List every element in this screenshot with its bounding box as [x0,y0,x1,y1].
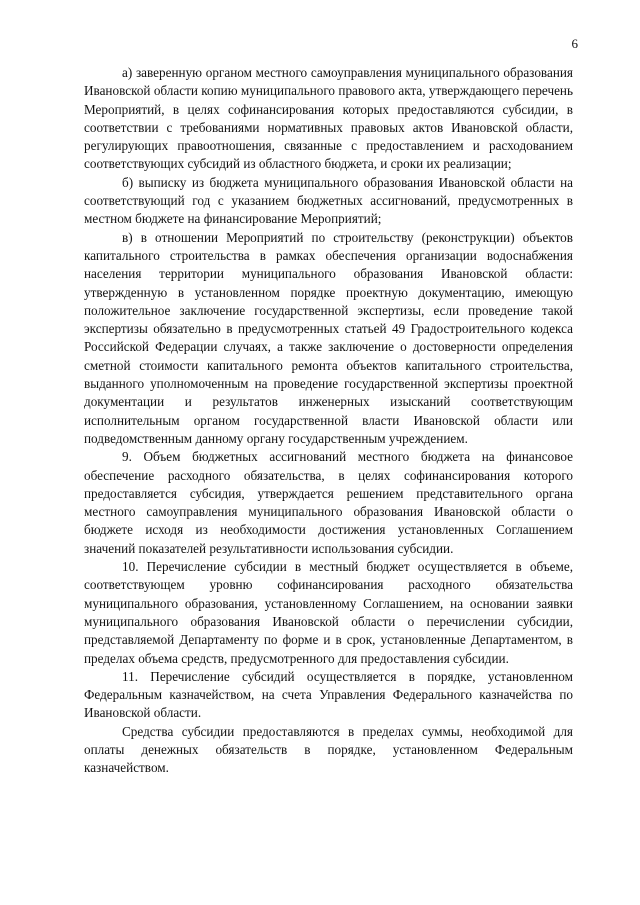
paragraph-10: 10. Перечисление субсидии в местный бюджет осуществляется в объеме, соответствующем уровню софинансирования расходного обязательства муниципального образования, установленному Соглашением, на основании заявки муниципального образования Ивановской области о перечислении субсидии, представляемой Департаменту по форме и в срок, установленные Департаментом, в пределах объема средств, предусмотренного для предоставления субсидии. [84,559,573,666]
page-number: 6 [571,36,578,51]
paragraph-funds: Средства субсидии предоставляются в пределах суммы, необходимой для оплаты денежных обязательств в порядке, установленном Федеральным казначейством. [84,723,573,776]
paragraph-11: 11. Перечисление субсидий осуществляется в порядке, установленном Федеральным казначейством, на счета Управления Федерального казначейства по Ивановской области. [84,668,573,721]
paragraph-9: 9. Объем бюджетных ассигнований местного бюджета на финансовое обеспечение расходного обязательства, в целях софинансирования которого предоставляется субсидия, утверждается решением представительного органа местного самоуправления муниципального образования Ивановской области о бюджете исходя из необходимости достижения установленных Соглашением значений показателей результативности использования субсидии. [84,449,573,556]
paragraph-v: в) в отношении Мероприятий по строительству (реконструкции) объектов капитального строительства в рамках обеспечения организации водоснабжения населения территории муниципального образования Ивановской области: утвержденную в установленном порядке проектную документацию, имеющую положительное заключение государственной экспертизы, если проведение такой экспертизы обязательно в предусмотренных статьей 49 Градостроительного кодекса Российской Федерации случаях, а также заключение о достоверности определения сметной стоимости капитального ремонта объектов капитального строительства, выданного уполномоченным на проведение государственной экспертизы проектной документации и результатов инженерных изысканий соответствующим исполнительным органом государственной власти Ивановской области или подведомственным данному органу государственным учреждением. [84,229,573,446]
paragraph-a: а) заверенную органом местного самоуправления муниципального образования Ивановской области копию муниципального правового акта, утверждающего перечень Мероприятий, в целях софинансирования которых предоставляются субсидии, в соответствии с требованиями нормативных правовых актов Ивановской области, регулирующих правоотношения, связанные с предоставлением и расходованием соответствующих субсидий из областного бюджета, и сроки их реализации; [84,65,573,172]
document-body [84,64,573,778]
paragraph-b: б) выписку из бюджета муниципального образования Ивановской области на соответствующий год с указанием бюджетных ассигнований, предусмотренных в местном бюджете на финансирование Мероприятий; [84,174,573,227]
